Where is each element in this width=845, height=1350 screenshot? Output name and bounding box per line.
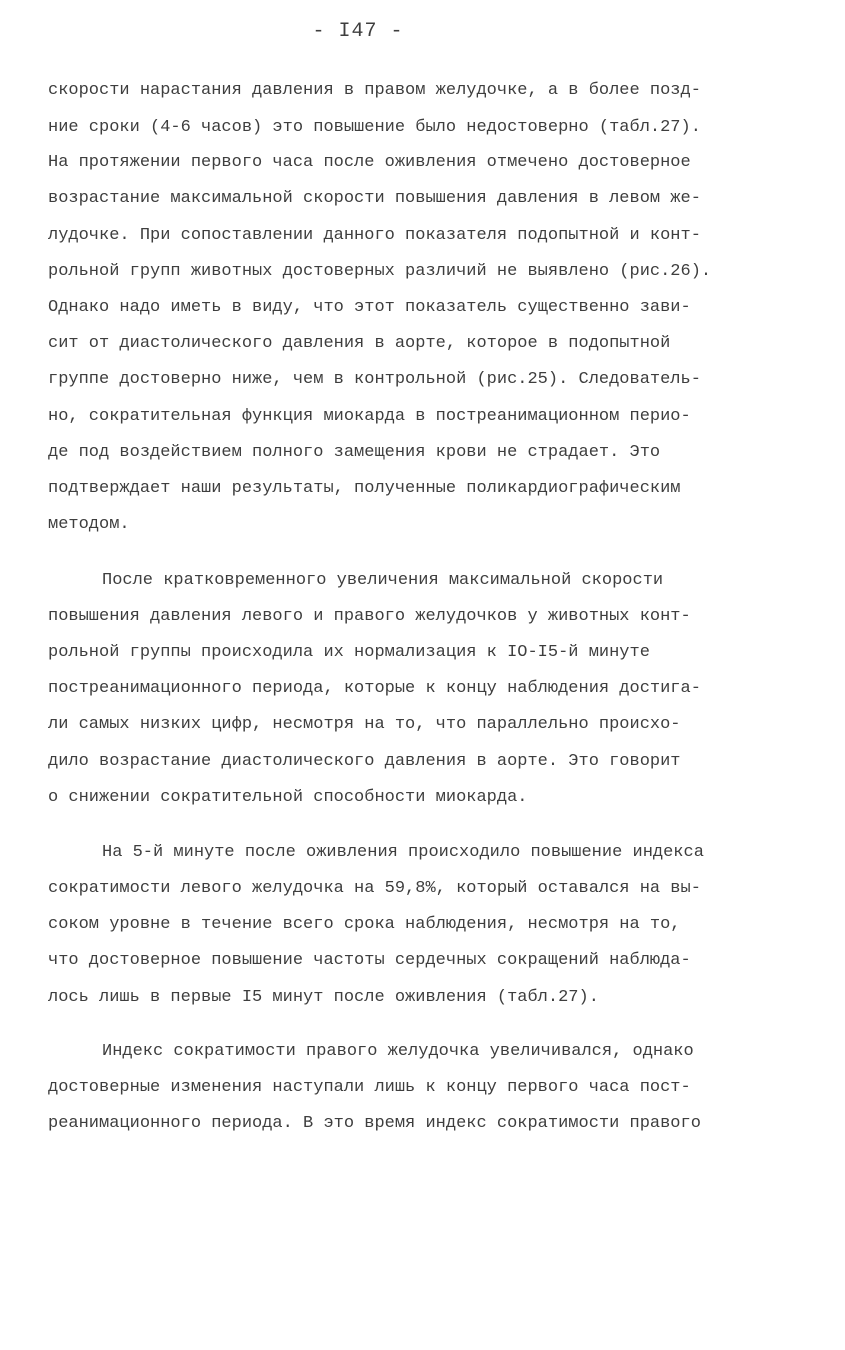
text-line: На 5-й минуте после оживления происходило повышение индекса xyxy=(102,843,704,862)
text-line: скорости нарастания давления в правом желудочке, а в более позд- xyxy=(48,81,701,100)
text-line: Однако надо иметь в виду, что этот показатель существенно зави- xyxy=(48,298,691,317)
text-line: реанимационного периода. В это время индекс сократимости правого xyxy=(48,1114,701,1133)
text-line: постреанимационного периода, которые к концу наблюдения достига- xyxy=(48,679,701,698)
text-line: достоверные изменения наступали лишь к концу первого часа пост- xyxy=(48,1078,691,1097)
text-line: повышения давления левого и правого желудочков у животных конт- xyxy=(48,607,691,626)
page-number: - I47 - xyxy=(312,20,404,43)
text-line: методом. xyxy=(48,515,130,534)
text-line: соком уровне в течение всего срока наблюдения, несмотря на то, xyxy=(48,915,681,934)
text-line: рольной группы происходила их нормализация к IO-I5-й минуте xyxy=(48,643,650,662)
text-line: После кратковременного увеличения максимальной скорости xyxy=(102,571,664,590)
text-line: де под воздействием полного замещения крови не страдает. Это xyxy=(48,443,661,462)
text-line: что достоверное повышение частоты сердечных сокращений наблюда- xyxy=(48,951,691,970)
text-line: возрастание максимальной скорости повышения давления в левом же- xyxy=(48,189,701,208)
text-line: ли самых низких цифр, несмотря на то, что параллельно происхо- xyxy=(48,715,681,734)
text-line: о снижении сократительной способности миокарда. xyxy=(48,788,528,807)
text-line: группе достоверно ниже, чем в контрольной (рис.25). Следователь- xyxy=(48,370,701,389)
text-line: ние сроки (4-6 часов) это повышение было недостоверно (табл.27). xyxy=(48,118,701,137)
text-line: лудочке. При сопоставлении данного показателя подопытной и конт- xyxy=(48,226,701,245)
text-line: дило возрастание диастолического давления в аорте. Это говорит xyxy=(48,752,681,771)
text-line: Индекс сократимости правого желудочка увеличивался, однако xyxy=(102,1042,694,1061)
text-line: подтверждает наши результаты, полученные поликардиографическим xyxy=(48,479,681,498)
text-line: На протяжении первого часа после оживления отмечено достоверное xyxy=(48,153,691,172)
text-line: рольной групп животных достоверных различий не выявлено (рис.26). xyxy=(48,262,712,281)
text-line: сократимости левого желудочка на 59,8%, который оставался на вы- xyxy=(48,879,701,898)
text-line: лось лишь в первые I5 минут после оживления (табл.27). xyxy=(48,988,599,1007)
text-line: сит от диастолического давления в аорте, которое в подопытной xyxy=(48,334,671,353)
text-line: но, сократительная функция миокарда в постреанимационном перио- xyxy=(48,407,691,426)
